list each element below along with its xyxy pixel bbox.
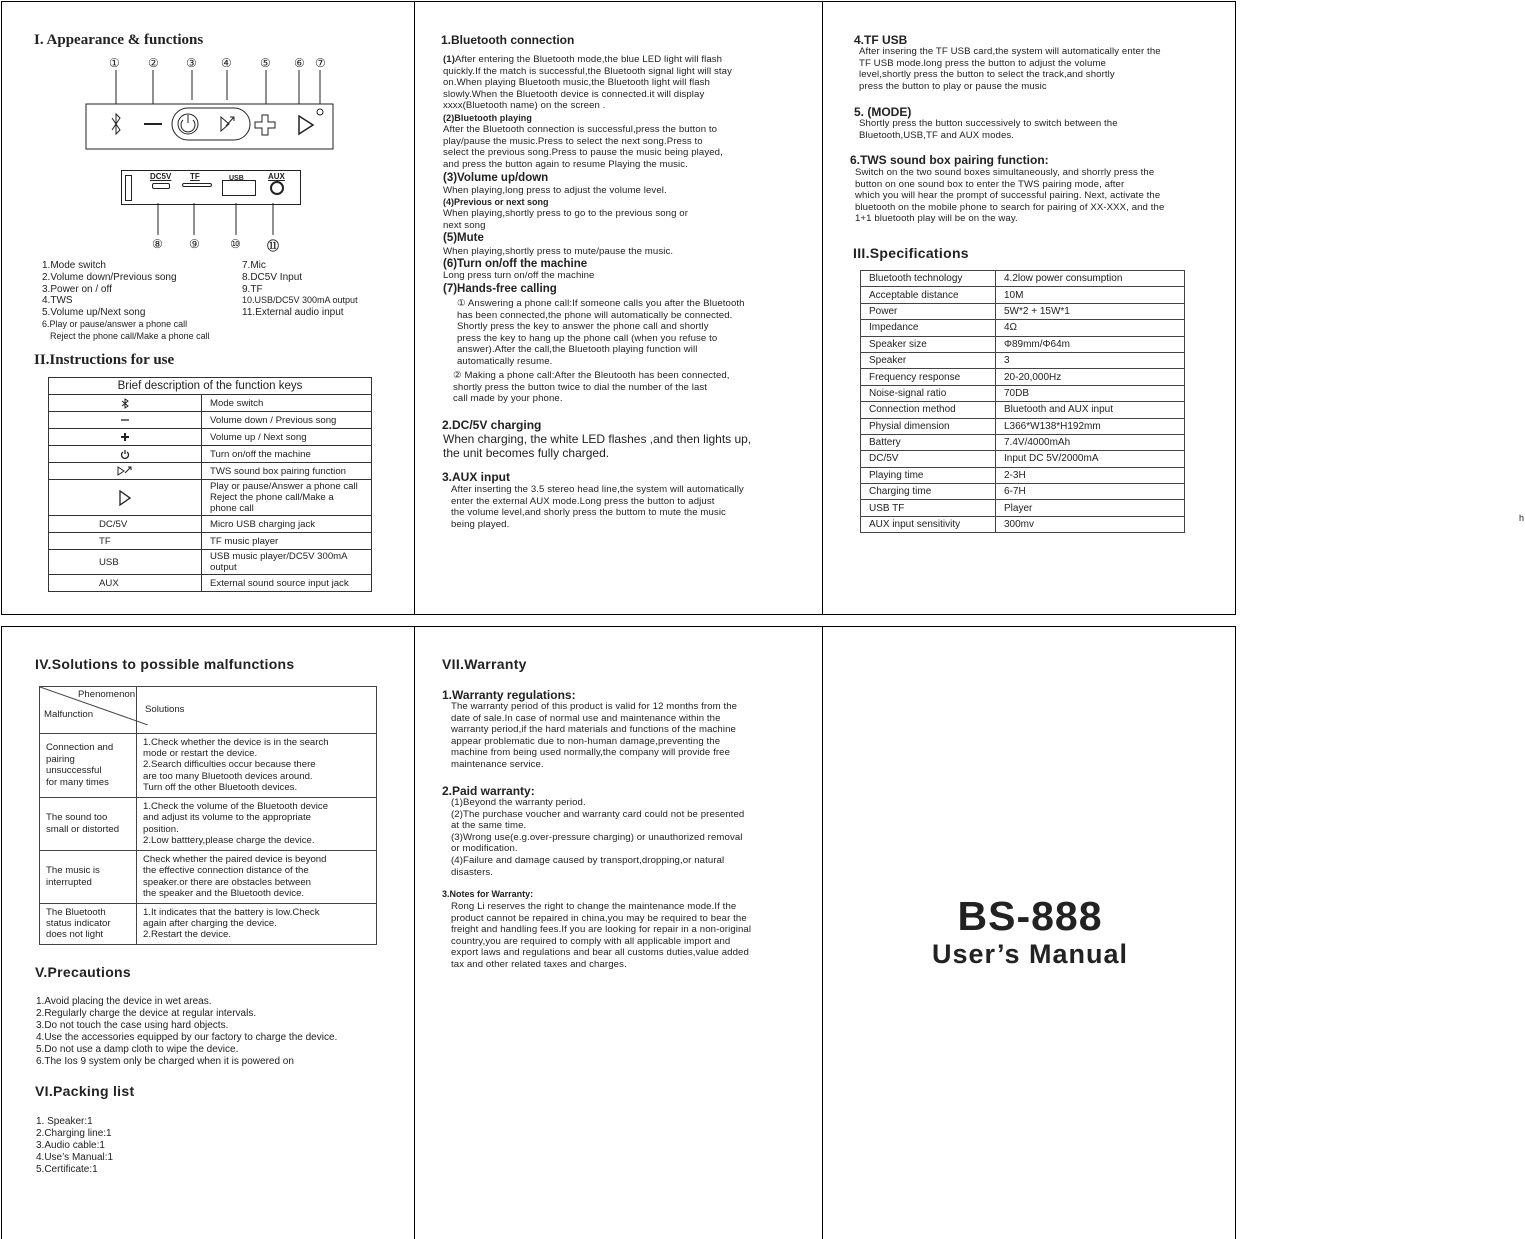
table-row bbox=[49, 550, 372, 575]
spec-row bbox=[861, 467, 1185, 483]
num-4: ④ bbox=[221, 56, 232, 70]
num-5: ⑤ bbox=[260, 56, 271, 70]
mode-title: 5. (MODE) bbox=[854, 105, 912, 119]
num-3: ③ bbox=[186, 56, 197, 70]
port-label-aux: AUX bbox=[268, 172, 285, 181]
table-key: TF bbox=[49, 533, 202, 550]
table-row bbox=[49, 429, 372, 446]
table-row bbox=[49, 463, 372, 480]
num-2: ② bbox=[148, 56, 159, 70]
aux-jack bbox=[270, 181, 284, 195]
spec-value: 3 bbox=[996, 352, 1185, 368]
diag-header-cell bbox=[40, 687, 137, 734]
bluetooth-connection-title: 1.Bluetooth connection bbox=[441, 33, 575, 47]
plus-icon bbox=[49, 429, 202, 446]
num-9: ⑨ bbox=[189, 237, 200, 251]
legend-item: 1.Mode switch bbox=[42, 260, 106, 271]
dc5v-text: When charging, the white LED flashes ,and then lights up, the unit becomes fully charged. bbox=[443, 432, 752, 460]
bottom-numbers bbox=[2, 237, 415, 253]
num-7: ⑦ bbox=[315, 56, 326, 70]
table-row bbox=[40, 903, 377, 944]
header-phenomenon: Phenomenon bbox=[78, 689, 136, 700]
heading-roman: I. bbox=[34, 32, 44, 48]
table-cell: External sound source input jack bbox=[202, 575, 372, 592]
spec-row bbox=[861, 271, 1185, 287]
handsfree-title: (7)Hands-free calling bbox=[443, 283, 557, 295]
power-icon bbox=[49, 446, 202, 463]
spec-row bbox=[861, 418, 1185, 434]
table-header-row bbox=[40, 687, 377, 734]
malfunction-cell: The music is interrupted bbox=[40, 850, 137, 903]
malfunction-cell: The Bluetooth status indicator does not light bbox=[40, 903, 137, 944]
tws-icon bbox=[49, 463, 202, 480]
table-cell: Turn on/off the machine bbox=[202, 446, 372, 463]
ports-diagram bbox=[121, 170, 301, 205]
panel-warranty bbox=[414, 626, 823, 1239]
tf-slot bbox=[182, 183, 212, 187]
legend-left bbox=[42, 260, 210, 343]
spec-value: 20-20,000Hz bbox=[996, 369, 1185, 385]
spec-row bbox=[861, 336, 1185, 352]
spec-row bbox=[861, 385, 1185, 401]
bluetooth-icon bbox=[49, 395, 202, 412]
usb-port bbox=[222, 180, 256, 196]
bt-para-2-label: (2)Bluetooth playing bbox=[443, 113, 532, 123]
aux-title: 3.AUX input bbox=[442, 470, 510, 484]
spec-key: Bluetooth technology bbox=[861, 271, 996, 287]
table-cell: TWS sound box pairing function bbox=[202, 463, 372, 480]
spec-value: Input DC 5V/2000mA bbox=[996, 451, 1185, 467]
prev-next-title: (4)Previous or next song bbox=[443, 197, 549, 207]
tf-usb-text: After insering the TF USB card,the system will automatically enter the TF USB mode.long press the button to adjust the volume level,shortly press the button to select the track,and shortly press the button to play or pause the music bbox=[859, 46, 1161, 92]
table-row bbox=[49, 533, 372, 550]
spec-value: L366*W138*H192mm bbox=[996, 418, 1185, 434]
dc5v-port bbox=[152, 183, 170, 189]
spec-value: Φ89mm/Φ64m bbox=[996, 336, 1185, 352]
header-solutions: Solutions bbox=[137, 687, 377, 734]
manual-subtitle: User’s Manual bbox=[931, 939, 1129, 969]
table-cell: USB music player/DC5V 300mA output bbox=[202, 550, 372, 575]
num-10: ⑩ bbox=[230, 237, 241, 251]
mode-text: Shortly press the button successively to switch between the Bluetooth,USB,TF and AUX modes. bbox=[859, 118, 1118, 141]
table-row bbox=[49, 412, 372, 429]
table-row bbox=[49, 480, 372, 516]
table-cell: TF music player bbox=[202, 533, 372, 550]
packing-list: 1. Speaker:1 2.Charging line:1 3.Audio cable:1 4.Use’s Manual:1 5.Certificate:1 bbox=[36, 1116, 114, 1175]
num-8: ⑧ bbox=[152, 237, 163, 251]
legend-item: 7.Mic bbox=[242, 260, 266, 271]
spec-row bbox=[861, 402, 1185, 418]
table-key: DC/5V bbox=[49, 516, 202, 533]
spec-value: 300mv bbox=[996, 516, 1185, 532]
ports-leader-lines bbox=[121, 203, 299, 237]
legend-right bbox=[242, 260, 358, 319]
legend-item: 11.External audio input bbox=[242, 307, 344, 319]
mode-switch-slot bbox=[125, 175, 132, 201]
spec-key: AUX input sensitivity bbox=[861, 516, 996, 532]
port-label-usb: USB bbox=[229, 175, 244, 182]
warranty-notes-text: Rong Li reserves the right to change the maintenance mode.If the product cannot be repaired in china,you may be required to bear the freight and handling fees.If you are looking for repair in a non-original country,you are required to comply with all applicable import and export laws and regulations and bear all customs duties,value added tax and other related taxes and charges. bbox=[451, 901, 752, 970]
legend-item: 2.Volume down/Previous song bbox=[42, 271, 177, 283]
malfunction-cell: Connection and pairing unsuccessful for many times bbox=[40, 733, 137, 797]
legend-item: 3.Power on / off bbox=[42, 283, 112, 295]
spec-key: Battery bbox=[861, 434, 996, 450]
bt-para-2: After the Bluetooth connection is successful,press the button to play/pause the music.Press to select the next song.Press to select the previous song.Press to pause the music being played, and press the button again to resume Playing the music. bbox=[443, 124, 723, 170]
dc5v-title: 2.DC/5V charging bbox=[442, 418, 542, 432]
heading-appearance bbox=[34, 32, 203, 49]
power-text: Long press turn on/off the machine bbox=[443, 270, 595, 281]
table-cell: Mode switch bbox=[202, 395, 372, 412]
spec-value: Player bbox=[996, 500, 1185, 516]
table-key: USB bbox=[49, 550, 202, 575]
spec-key: Impedance bbox=[861, 320, 996, 336]
num-11: ⑪ bbox=[267, 239, 280, 253]
legend-item: 10.USB/DC5V 300mA output bbox=[242, 295, 358, 306]
play-icon bbox=[49, 480, 202, 516]
table-row bbox=[49, 395, 372, 412]
spec-value: 6-7H bbox=[996, 484, 1185, 500]
spec-value: Bluetooth and AUX input bbox=[996, 402, 1185, 418]
legend-item: 5.Volume up/Next song bbox=[42, 307, 146, 319]
text: After entering the Bluetooth mode,the blue LED light will flash quickly.If the match is successful,the Bluetooth signal light will stay on.When playing Bluetooth music,the Bluetooth light will flash slowly.When the Bluetooth device is connected.it will display xxxx(Bluetooth name) on the screen . bbox=[443, 54, 732, 112]
spec-row bbox=[861, 303, 1185, 319]
warranty-notes-title: 3.Notes for Warranty: bbox=[442, 889, 534, 899]
malfunction-table bbox=[39, 686, 377, 945]
paid-warranty-text: (1)Beyond the warranty period. (2)The purchase voucher and warranty card could not be presented at the same time. (3)Wrong use(e.g.over-pressure charging) or unauthorized removal or modification. (4)Failure and damage caused by transport,dropping,or natural disasters. bbox=[451, 797, 745, 878]
spec-value: 2-3H bbox=[996, 467, 1185, 483]
table-row bbox=[49, 446, 372, 463]
table-row bbox=[49, 575, 372, 592]
num-6: ⑥ bbox=[294, 56, 305, 70]
packing-title: VI.Packing list bbox=[35, 1083, 135, 1099]
table-row bbox=[40, 850, 377, 903]
model-name: BS-888 bbox=[957, 893, 1103, 939]
solution-cell: 1.Check the volume of the Bluetooth device and adjust its volume to the appropriate position. 2.Low batttery,please charge the device. bbox=[137, 797, 377, 850]
legend-item: 8.DC5V Input bbox=[242, 271, 303, 283]
label: (1) bbox=[443, 54, 456, 65]
spec-row bbox=[861, 434, 1185, 450]
table-cell: Volume down / Previous song bbox=[202, 412, 372, 429]
mute-text: When playing,shortly press to mute/pause the music. bbox=[443, 246, 674, 257]
spec-value: 10M bbox=[996, 287, 1185, 303]
panel-cover bbox=[822, 626, 1236, 1239]
handsfree-answer: ① Answering a phone call:If someone calls you after the Bluetooth has been connected,the phone will automatically be connected. Shortly press the key to answer the phone call and shortly press the key to hang up the phone call (when you refuse to answer).After the call,the Bluetooth playing function will automatically resume. bbox=[457, 298, 745, 367]
spec-value: 4.2low power consumption bbox=[996, 271, 1185, 287]
spec-key: Playing time bbox=[861, 467, 996, 483]
table-cell: Play or pause/Answer a phone call Reject the phone call/Make a phone call bbox=[202, 480, 372, 516]
table-key: AUX bbox=[49, 575, 202, 592]
table-row bbox=[49, 516, 372, 533]
port-label-dc5v: DC5V bbox=[150, 172, 172, 181]
spec-row bbox=[861, 516, 1185, 532]
minus-icon bbox=[49, 412, 202, 429]
volume-text: When playing,long press to adjust the volume level. bbox=[443, 185, 667, 196]
spec-key: DC/5V bbox=[861, 451, 996, 467]
spec-key: Acceptable distance bbox=[861, 287, 996, 303]
stray-mark: h bbox=[1519, 513, 1525, 523]
num-1: ① bbox=[109, 56, 120, 70]
power-title: (6)Turn on/off the machine bbox=[443, 258, 588, 270]
spec-row bbox=[861, 500, 1185, 516]
panel-bluetooth bbox=[414, 1, 823, 615]
legend-item: Reject the phone call/Make a phone call bbox=[50, 330, 210, 341]
prev-next-text: When playing,shortly press to go to the previous song or next song bbox=[443, 208, 689, 231]
port-label-tf: TF bbox=[190, 172, 200, 181]
spec-key: Frequency response bbox=[861, 369, 996, 385]
solution-cell: 1.Check whether the device is in the search mode or restart the device. 2.Search difficulties occur because there are too many Bluetooth devices around. Turn off the other Bluetooth devices. bbox=[137, 733, 377, 797]
tws-title: 6.TWS sound box pairing function: bbox=[850, 153, 1049, 167]
heading-text: Appearance & functions bbox=[46, 32, 204, 48]
volume-title: (3)Volume up/down bbox=[443, 172, 549, 184]
function-keys-table bbox=[48, 377, 372, 592]
malfunction-cell: The sound too small or distorted bbox=[40, 797, 137, 850]
spec-row bbox=[861, 451, 1185, 467]
spec-key: Physial dimension bbox=[861, 418, 996, 434]
heading-instructions: II.Instructions for use bbox=[34, 352, 175, 368]
spec-key: Charging time bbox=[861, 484, 996, 500]
table-row bbox=[40, 797, 377, 850]
spec-key: USB TF bbox=[861, 500, 996, 516]
mute-title: (5)Mute bbox=[443, 232, 484, 244]
tws-text: Switch on the two sound boxes simultaneously, and shorrly press the button on one sound box to enter the TWS pairing mode, after which you will hear the prompt of successful pairing. Next, activate the bluetooth on the mobile phone to search for pairing of XX-XXX, and the 1+1 bluetooth play will be on the way. bbox=[855, 167, 1165, 225]
table-title: Brief description of the function keys bbox=[49, 378, 372, 395]
spec-key: Noise-signal ratio bbox=[861, 385, 996, 401]
precautions-list: 1.Avoid placing the device in wet areas. 2.Regularly charge the device at regular intervals. 3.Do not touch the case using hard objects. 4.Use the accessories equipped by our factory to charge the device. 5.Do not use a damp cloth to wipe the device. 6.The Ios 9 system only be charged when it is powered on bbox=[36, 996, 338, 1067]
solution-cell: Check whether the paired device is beyond the effective connection distance of the speaker.or there are obstacles between the speaker and the Bluetooth device. bbox=[137, 850, 377, 903]
spec-value: 5W*2 + 15W*1 bbox=[996, 303, 1185, 319]
table-cell: Micro USB charging jack bbox=[202, 516, 372, 533]
table-cell: Volume up / Next song bbox=[202, 429, 372, 446]
spec-key: Speaker size bbox=[861, 336, 996, 352]
warranty-regulations-title: 1.Warranty regulations: bbox=[442, 688, 576, 702]
spec-value: 70DB bbox=[996, 385, 1185, 401]
bt-para-1 bbox=[443, 54, 823, 112]
spec-value: 4Ω bbox=[996, 320, 1185, 336]
solution-cell: 1.It indicates that the battery is low.Check again after charging the device. 2.Restart the device. bbox=[137, 903, 377, 944]
spec-row bbox=[861, 369, 1185, 385]
specifications-table bbox=[860, 270, 1185, 533]
tf-usb-title: 4.TF USB bbox=[854, 33, 908, 47]
spec-row bbox=[861, 352, 1185, 368]
spec-row bbox=[861, 320, 1185, 336]
specifications-title: III.Specifications bbox=[853, 245, 969, 261]
legend-item: 9.TF bbox=[242, 283, 263, 295]
legend-item: 4.TWS bbox=[42, 295, 73, 307]
handsfree-make: ② Making a phone call:After the Bleutooth has been connected, shortly press the button twice to dial the number of the last call made by your phone. bbox=[453, 370, 730, 405]
warranty-title: VII.Warranty bbox=[442, 656, 527, 672]
header-malfunction: Malfunction bbox=[44, 709, 94, 720]
malfunctions-title: IV.Solutions to possible malfunctions bbox=[35, 656, 295, 672]
table-row bbox=[40, 733, 377, 797]
panel-appearance bbox=[1, 1, 415, 615]
aux-text: After inserting the 3.5 stereo head line,the system will automatically enter the external AUX mode.Long press the button to adjust the volume level,and shorly press the buttom to mute the music being played. bbox=[451, 484, 744, 530]
spec-row bbox=[861, 484, 1185, 500]
spec-key: Connection method bbox=[861, 402, 996, 418]
warranty-regulations-text: The warranty period of this product is valid for 12 months from the date of sale.In case of normal use and maintenance within the warranty period,if the hard materials and functions of the machine appear problematic due to non-human damage,preventing the machine from being used normally,the company will provide free maintenance service. bbox=[451, 701, 738, 770]
precautions-title: V.Precautions bbox=[35, 964, 131, 980]
spec-row bbox=[861, 287, 1185, 303]
paid-warranty-title: 2.Paid warranty: bbox=[442, 784, 535, 798]
control-panel-diagram bbox=[82, 70, 342, 154]
legend-item: 6.Play or pause/answer a phone call bbox=[42, 318, 188, 329]
spec-key: Speaker bbox=[861, 352, 996, 368]
spec-value: 7.4V/4000mAh bbox=[996, 434, 1185, 450]
spec-key: Power bbox=[861, 303, 996, 319]
